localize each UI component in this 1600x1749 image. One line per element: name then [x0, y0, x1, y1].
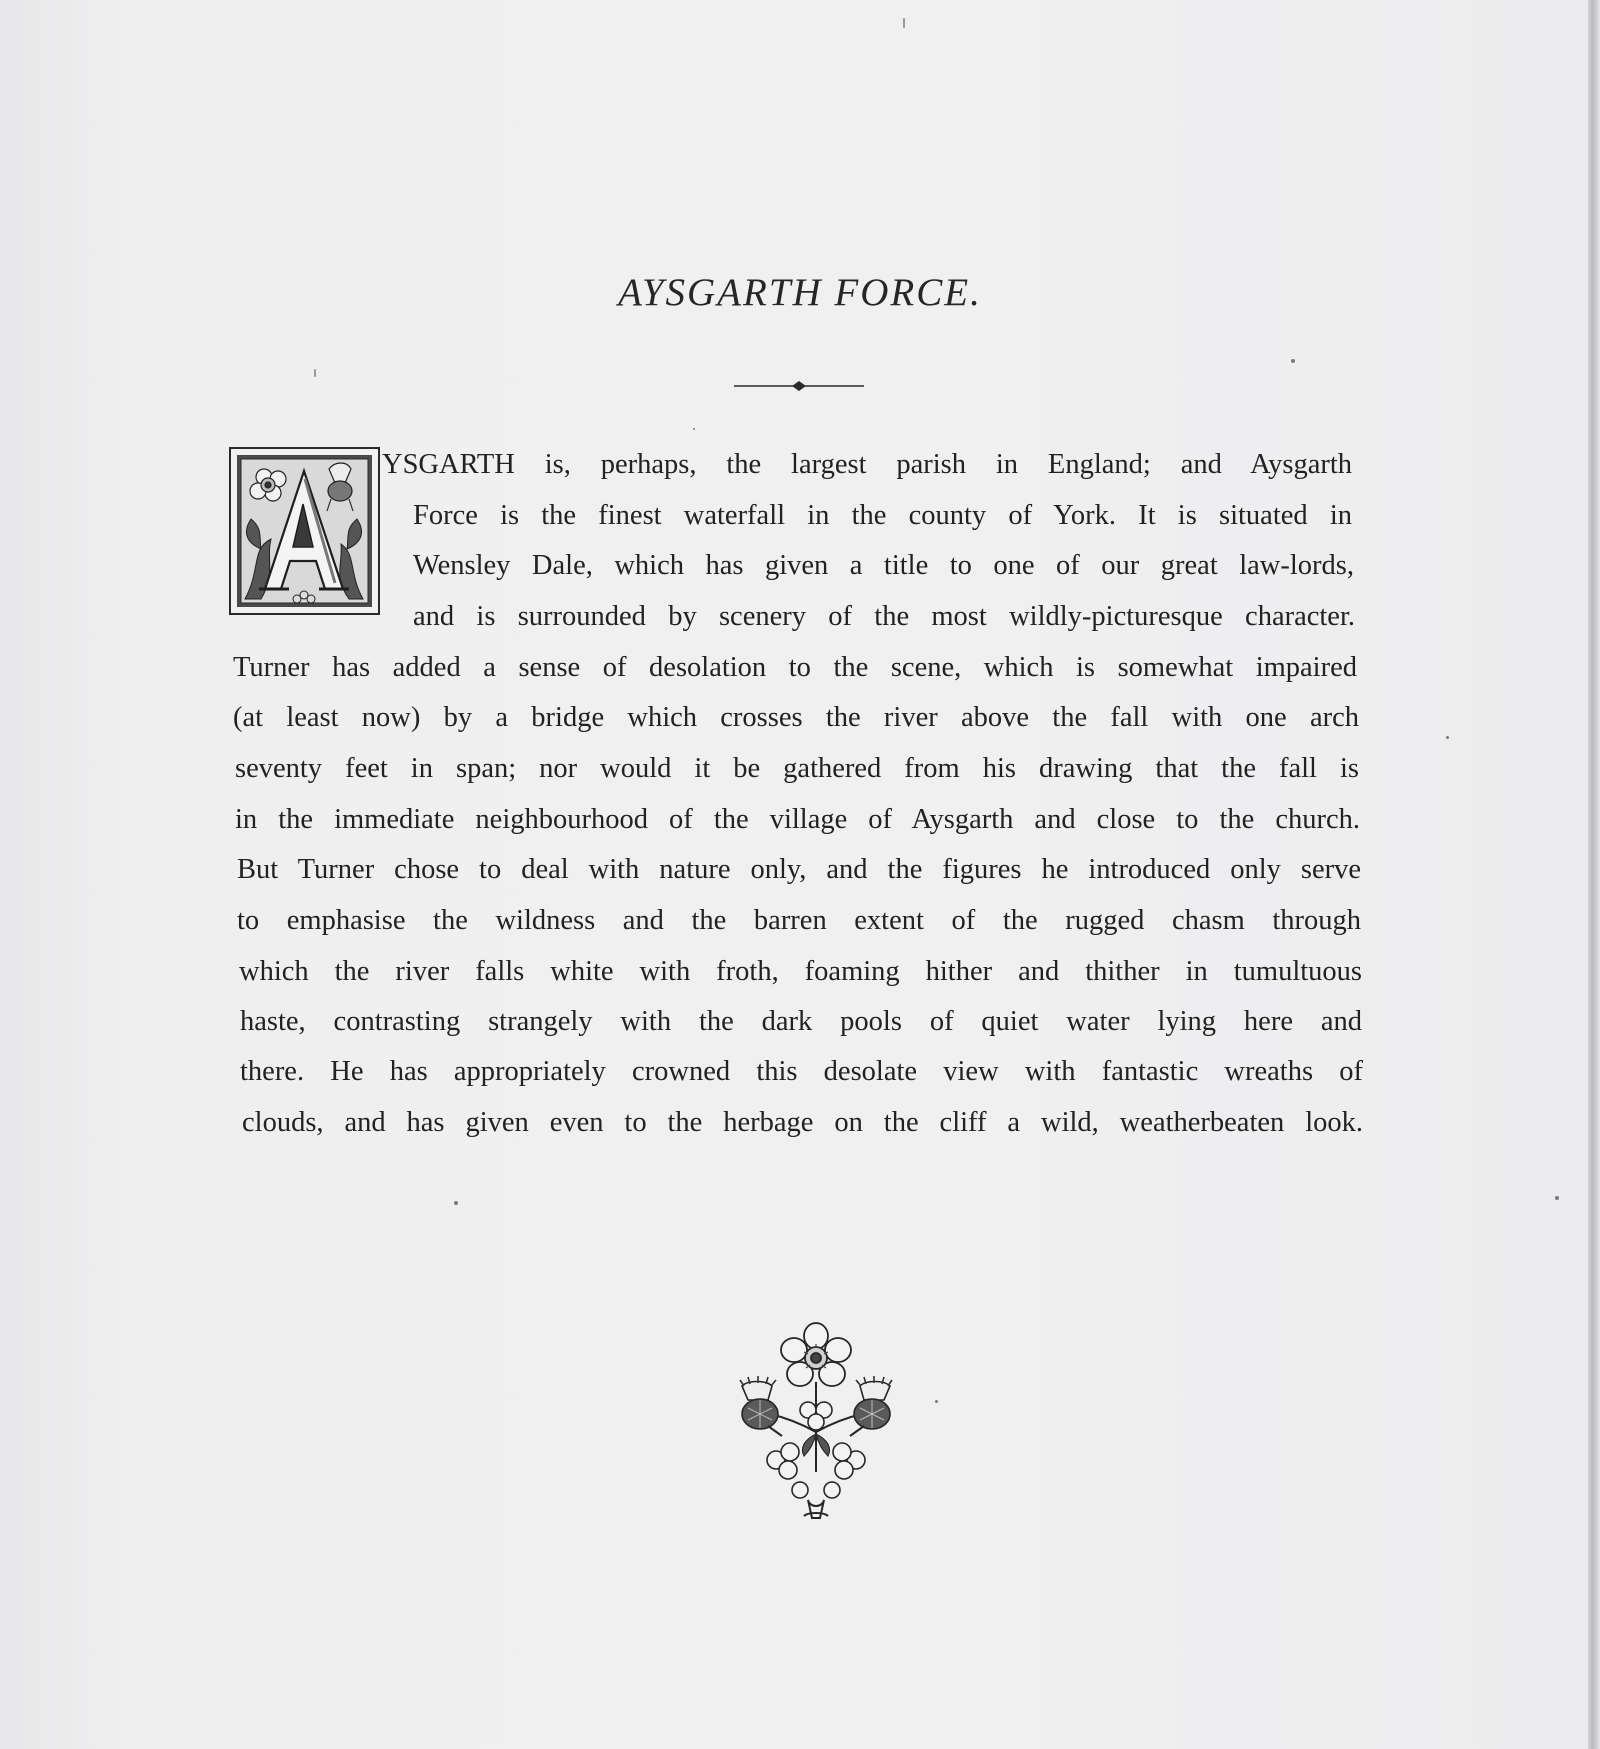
- title-rule-ornament: [734, 380, 864, 392]
- paper-speck: [1446, 736, 1449, 739]
- body-line-14: clouds, and has given even to the herbage on the cliff a wild, weatherbeaten look.: [242, 1107, 1363, 1138]
- paper-speck: [1555, 1196, 1559, 1200]
- body-line-5: Turner has added a sense of desolation to the scene, which is somewhat impaired: [233, 652, 1357, 683]
- body-line-9: But Turner chose to deal with nature only, and the figures he introduced only serve: [237, 854, 1361, 885]
- page-title: AYSGARTH FORCE.: [618, 271, 982, 314]
- body-line-2: Force is the finest waterfall in the county of York. It is situated in: [413, 500, 1352, 531]
- body-line-12: haste, contrasting strangely with the dark pools of quiet water lying here and: [240, 1006, 1362, 1037]
- page-edge: [1588, 0, 1600, 1749]
- paper-speck: [903, 18, 905, 28]
- rose-thistle-shamrock-icon: [738, 1322, 894, 1522]
- body-line-7: seventy feet in span; nor would it be gathered from his drawing that the fall is: [235, 753, 1359, 784]
- dropcap-frame: [229, 447, 380, 615]
- body-line-1: YSGARTH is, perhaps, the largest parish in England; and Aysgarth: [382, 449, 1352, 480]
- floral-dropcap-icon: [231, 449, 378, 613]
- paper-speck: [314, 369, 316, 377]
- paper-speck: [693, 428, 695, 430]
- body-line-13: there. He has appropriately crowned this desolate view with fantastic wreaths of: [240, 1056, 1363, 1087]
- body-line-8: in the immediate neighbourhood of the village of Aysgarth and close to the church.: [235, 804, 1360, 835]
- body-line-6: (at least now) by a bridge which crosses the river above the fall with one arch: [233, 702, 1359, 733]
- body-line-10: to emphasise the wildness and the barren extent of the rugged chasm through: [237, 905, 1361, 936]
- paper-speck: [1291, 359, 1295, 363]
- body-line-11: which the river falls white with froth, foaming hither and thither in tumultuous: [239, 956, 1362, 987]
- paper-speck: [454, 1201, 458, 1205]
- paper-speck: [935, 1400, 938, 1403]
- body-line-3: Wensley Dale, which has given a title to one of our great law-lords,: [413, 550, 1354, 581]
- body-line-4: and is surrounded by scenery of the most wildly-picturesque character.: [413, 601, 1355, 632]
